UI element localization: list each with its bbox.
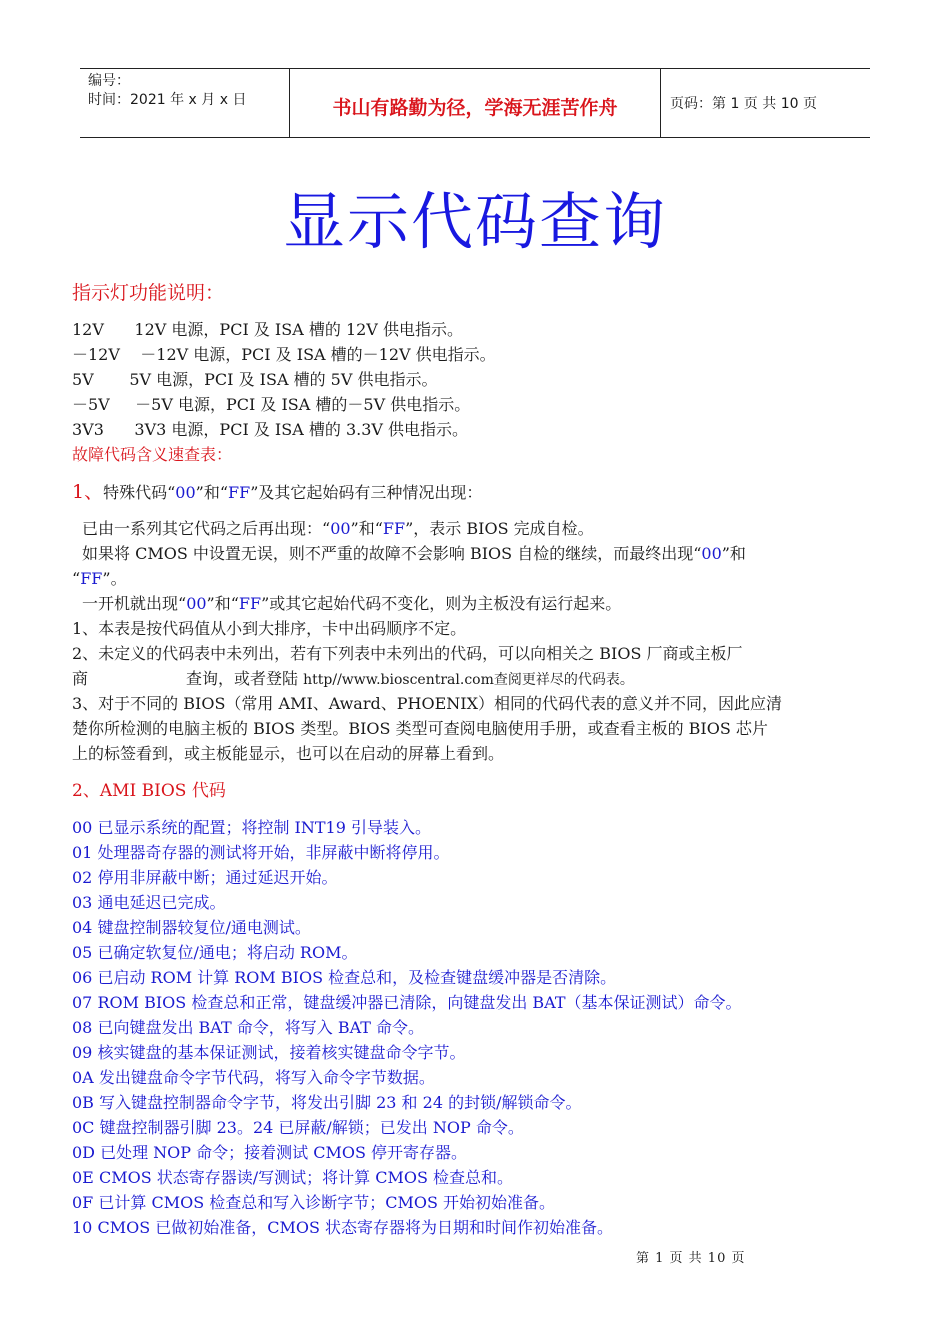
case-line-3: 一开机就出现“00”和“FF”或其它起始代码不变化，则为主板没有运行起来。 [82, 594, 622, 613]
ami-code-row: 05 已确定软复位/通电；将启动 ROM。 [72, 943, 358, 962]
ami-code-row: 04 键盘控制器较复位/通电测试。 [72, 918, 311, 937]
ami-code-row: 02 停用非屏蔽中断；通过延迟开始。 [72, 868, 338, 887]
note-2b: 商 查询，或者登陆 http//www.bioscentral.com查阅更祥尽的代码表。 [72, 669, 634, 688]
note-3c: 上的标签看到，或主板能显示，也可以在启动的屏幕上看到。 [72, 744, 505, 763]
ami-code-row: 0D 已处理 NOP 命令；接着测试 CMOS 停开寄存器。 [72, 1143, 468, 1162]
indicator-line-4: －5V －5V 电源，PCI 及 ISA 槽的－5V 供电指示。 [72, 395, 471, 414]
ami-code-row: 08 已向键盘发出 BAT 命令，将写入 BAT 命令。 [72, 1018, 425, 1037]
ami-code-row: 09 核实键盘的基本保证测试，接着核实键盘命令字节。 [72, 1043, 466, 1062]
note-3b: 楚你所检测的电脑主板的 BIOS 类型。BIOS 类型可查阅电脑使用手册，或查看主板的 BIOS 芯片 [72, 719, 768, 738]
page-header [80, 68, 870, 138]
indicator-line-1: 12V 12V 电源，PCI 及 ISA 槽的 12V 供电指示。 [72, 320, 463, 339]
fault-heading: 故障代码含义速查表： [72, 445, 233, 464]
ami-code-row: 0C 键盘控制器引脚 23。24 已屏蔽/解锁；已发出 NOP 命令。 [72, 1118, 524, 1137]
page-footer: 第 1 页 共 10 页 [636, 1251, 746, 1266]
ami-code-row: 0E CMOS 状态寄存器读/写测试；将计算 CMOS 检查总和。 [72, 1168, 514, 1187]
indicator-heading: 指示灯功能说明： [72, 282, 225, 304]
indicator-line-5: 3V3 3V3 电源，PCI 及 ISA 槽的 3.3V 供电指示。 [72, 420, 469, 439]
ami-code-row: 03 通电延迟已完成。 [72, 893, 226, 912]
section1-heading: 1、特殊代码“00”和“FF”及其它起始码有三种情况出现： [72, 481, 483, 503]
note-3a: 3、对于不同的 BIOS（常用 AMI、Award、PHOENIX）相同的代码代表的意义并不同，因此应清 [72, 694, 782, 713]
ami-code-row: 0F 已计算 CMOS 检查总和写入诊断字节；CMOS 开始初始准备。 [72, 1193, 556, 1212]
ami-code-row: 07 ROM BIOS 检查总和正常，键盘缓冲器已清除，向键盘发出 BAT（基本保证测试）命令。 [72, 993, 742, 1012]
document-title: 显示代码查询 [282, 185, 667, 258]
header-page-info: 页码：第 1 页 共 10 页 [670, 96, 817, 112]
section2-heading: 2、AMI BIOS 代码 [72, 781, 226, 801]
time-label: 时间：2021 年 x 月 x 日 [88, 92, 247, 108]
ami-code-row: 0B 写入键盘控制器命令字节，将发出引脚 23 和 24 的封锁/解锁命令。 [72, 1093, 582, 1112]
header-motto: 书山有路勤为径，学海无涯苦作舟 [290, 69, 661, 137]
case-line-2: 如果将 CMOS 中设置无误，则不严重的故障不会影响 BIOS 自检的继续，而最终出现“00”和 [82, 544, 746, 563]
ami-code-row: 10 CMOS 已做初始准备，CMOS 状态寄存器将为日期和时间作初始准备。 [72, 1218, 614, 1237]
note-2a: 2、未定义的代码表中未列出，若有下列表中未列出的代码，可以向相关之 BIOS 厂商或主板厂 [72, 644, 743, 663]
ami-code-row: 00 已显示系统的配置；将控制 INT19 引导装入。 [72, 818, 431, 837]
ami-code-row: 01 处理器奇存器的测试将开始，非屏蔽中断将停用。 [72, 843, 450, 862]
note-1: 1、本表是按代码值从小到大排序，卡中出码顺序不定。 [72, 619, 467, 638]
header-meta-cell [80, 69, 290, 137]
indicator-line-3: 5V 5V 电源，PCI 及 ISA 槽的 5V 供电指示。 [72, 370, 438, 389]
case-line-2-cont: “FF”。 [72, 569, 127, 588]
ami-code-row: 06 已启动 ROM 计算 ROM BIOS 检查总和，及检查键盘缓冲器是否清除。 [72, 968, 617, 987]
serial-label: 编号： [88, 73, 130, 89]
ami-code-row: 0A 发出键盘命令字节代码，将写入命令字节数据。 [72, 1068, 435, 1087]
indicator-line-2: －12V －12V 电源，PCI 及 ISA 槽的－12V 供电指示。 [72, 345, 496, 364]
case-line-1: 已由一系列其它代码之后再出现：“00”和“FF”，表示 BIOS 完成自检。 [82, 519, 594, 538]
bioscentral-link[interactable]: http//www.bioscentral.com [303, 672, 494, 688]
section1-number: 1、 [72, 481, 104, 503]
